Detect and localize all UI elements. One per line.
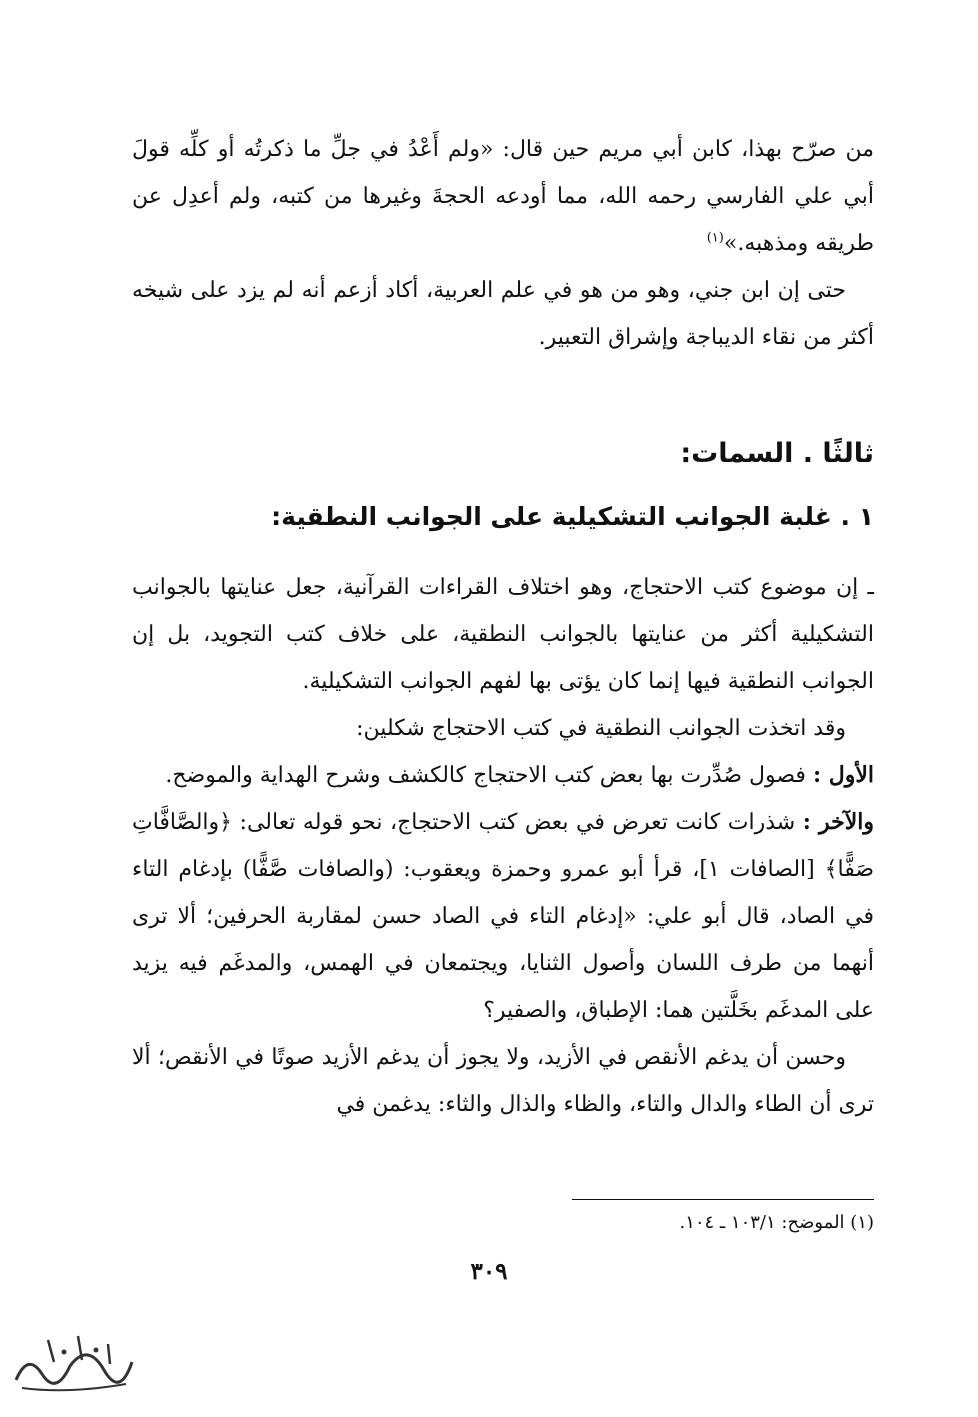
subsection-heading: ١ . غلبة الجوانب التشكيلية على الجوانب النطقية: (271, 502, 874, 531)
footnote-divider (572, 1199, 874, 1200)
page-number: ٣٠٩ (470, 1258, 508, 1285)
main-text-block (132, 564, 874, 1128)
top-text-block (132, 126, 874, 361)
first-form-label: الأول : (812, 762, 874, 788)
second-form-label: والآخر : (802, 809, 874, 835)
paragraph-second-form: والآخر : شذرات كانت تعرض في بعض كتب الاحتجاج، نحو قوله تعالى: ﴿والصَّافَّاتِ صَفًّا﴾ [الصافات ١]، قرأ أبو عمرو وحمزة ويعقوب: (والصافات صَّفًّا) بإدغام التاء في الصاد، قال أبو علي: «إدغام التاء في الصاد حسن لمقاربة الحرفين؛ ألا ترى أنهما من طرف اللسان وأصول الثنايا، ويجتمعان في الهمس، والمدغَم فيه يزيد على المدغَم بخَلَّتين هما: الإطباق، والصفير؟ (132, 809, 875, 1023)
paragraph-ibn-abi-maryam: من صرّح بهذا، كابن أبي مريم حين قال: «ولم أَعْدُ في جلِّ ما ذكرتُه أو كلِّه قولَ أبي علي الفارسي رحمه الله، مما أودعه الحجةَ وغيرها من كتبه، ولم أعدِل عن طريقه ومذهبه.»$^{(١)}$ (132, 137, 874, 256)
paragraph-assimilation: وحسن أن يدغم الأنقص في الأزيد، ولا يجوز أن يدغم الأزيد صوتًا في الأنقص؛ ألا ترى أن الطاء والدال والتاء، والظاء والذال والثاء: يدغمن في (132, 1045, 874, 1117)
footnote: (١) الموضح: ١٠٣/١ ـ ١٠٤. (679, 1212, 874, 1233)
paragraph-topic: ـ إن موضوع كتب الاحتجاج، وهو اختلاف القراءات القرآنية، جعل عنايتها بالجوانب التشكيلية أكثر من عنايتها بالجوانب النطقية، على خلاف كتب التجويد، بل إن الجوانب النطقية فيها إنما كان يؤتى بها لفهم الجوانب التشكيلية. (132, 575, 874, 694)
paragraph-ibn-jinni: حتى إن ابن جني، وهو من هو في علم العربية، أكاد أزعم أنه لم يزد على شيخه أكثر من نقاء الديباجة وإشراق التعبير. (132, 278, 874, 350)
section-heading: ثالثًا . السمات: (680, 438, 874, 469)
footnote-marker[interactable]: (١) (706, 230, 724, 246)
paragraph-first-form: الأول : فصول صُدِّرت بها بعض كتب الاحتجاج كالكشف وشرح الهداية والموضح. (165, 762, 874, 788)
paragraph-two-forms: وقد اتخذت الجوانب النطقية في كتب الاحتجاج شكلين: (356, 716, 846, 741)
